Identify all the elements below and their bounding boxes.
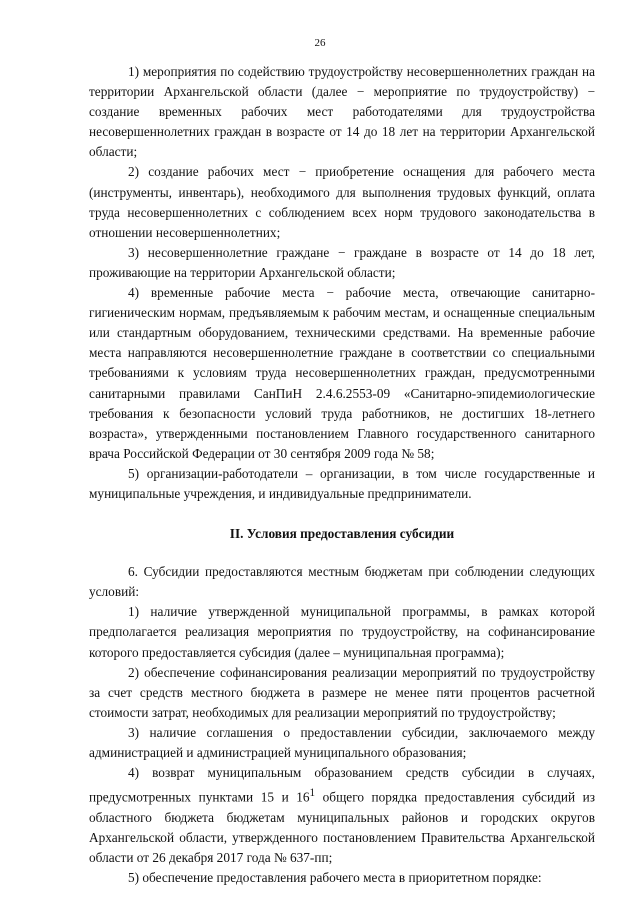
paragraph-definition-4: 4) временные рабочие места − рабочие места, отвечающие санитарно-гигиеническим нормам, предъявляемым к рабочим местам, и оснащенные специальным или стандартным оборудованием, техническими средствами. На временные рабочие места направляются несовершеннолетние граждане в соответствии со специальными требованиями к условиям труда несовершеннолетних граждан, предусмотренными санитарными правилами СанПиН 2.4.6.2553-09 «Санитарно-эпидемиологические требования к безопасности условий труда работников, не достигших 18-летнего возраста», утвержденными постановлением Главного государственного санитарного врача Российской Федерации от 30 сентября 2009 года № 58; (89, 285, 595, 461)
paragraph-definition-1: 1) мероприятия по содействию трудоустройству несовершеннолетних граждан на территории Архангельской области (далее − мероприятие по трудоустройству) − создание временных рабочих мест работодателями для трудоустройства несовершеннолетних граждан в возрасте от 14 до 18 лет на территории Архангельской области; (89, 64, 595, 160)
footnote-superscript: 1 (309, 787, 316, 800)
page-number: 26 (314, 37, 326, 49)
paragraph-condition-2: 2) обеспечение софинансирования реализации мероприятий по трудоустройству за счет средств местного бюджета в размере не менее пяти процентов расчетной стоимости затрат, необходимых для реализации мероприятий по трудоустройству; (89, 664, 595, 720)
paragraph-condition-4 (89, 763, 595, 868)
condition-4-text-start: 4) возврат муниципальным образованием средств субсидии в случаях, предусмотренных пунктами 15 и 16 (89, 765, 595, 805)
paragraph-definition-3: 3) несовершеннолетние граждане − граждане в возрасте от 14 до 18 лет, проживающие на территории Архангельской области; (89, 244, 595, 280)
paragraph-condition-1: 1) наличие утвержденной муниципальной программы, в рамках которой предполагается реализация мероприятия по трудоустройству, на софинансирование которого предоставляется субсидия (далее – муниципальная программа); (89, 604, 595, 660)
paragraph-condition-3: 3) наличие соглашения о предоставлении субсидии, заключаемого между администрацией и администрацией муниципального образования; (89, 724, 595, 760)
paragraph-clause-6: 6. Субсидии предоставляются местным бюджетам при соблюдении следующих условий: (89, 564, 595, 600)
condition-4-text-end: общего порядка предоставления субсидий из областного бюджета бюджетам муниципальных районов и городских округов Архангельской области, утвержденного постановлением Правительства Архангельской области от 26 декабря 2017 года № 637-пп; (89, 789, 595, 865)
paragraph-definition-5: 5) организации-работодатели – организации, в том числе государственные и муниципальные учреждения, и индивидуальные предприниматели. (89, 465, 595, 501)
section-heading: II. Условия предоставления субсидии (229, 526, 455, 542)
document-body (89, 62, 595, 888)
paragraph-condition-5: 5) обеспечение предоставления рабочего места в приоритетном порядке: (128, 869, 542, 885)
paragraph-definition-2: 2) создание рабочих мест − приобретение оснащения для рабочего места (инструменты, инвентарь), необходимого для выполнения трудовых функций, оплата труда несовершеннолетних с соблюдением всех норм трудового законодательства в отношении несовершеннолетних; (89, 164, 595, 240)
